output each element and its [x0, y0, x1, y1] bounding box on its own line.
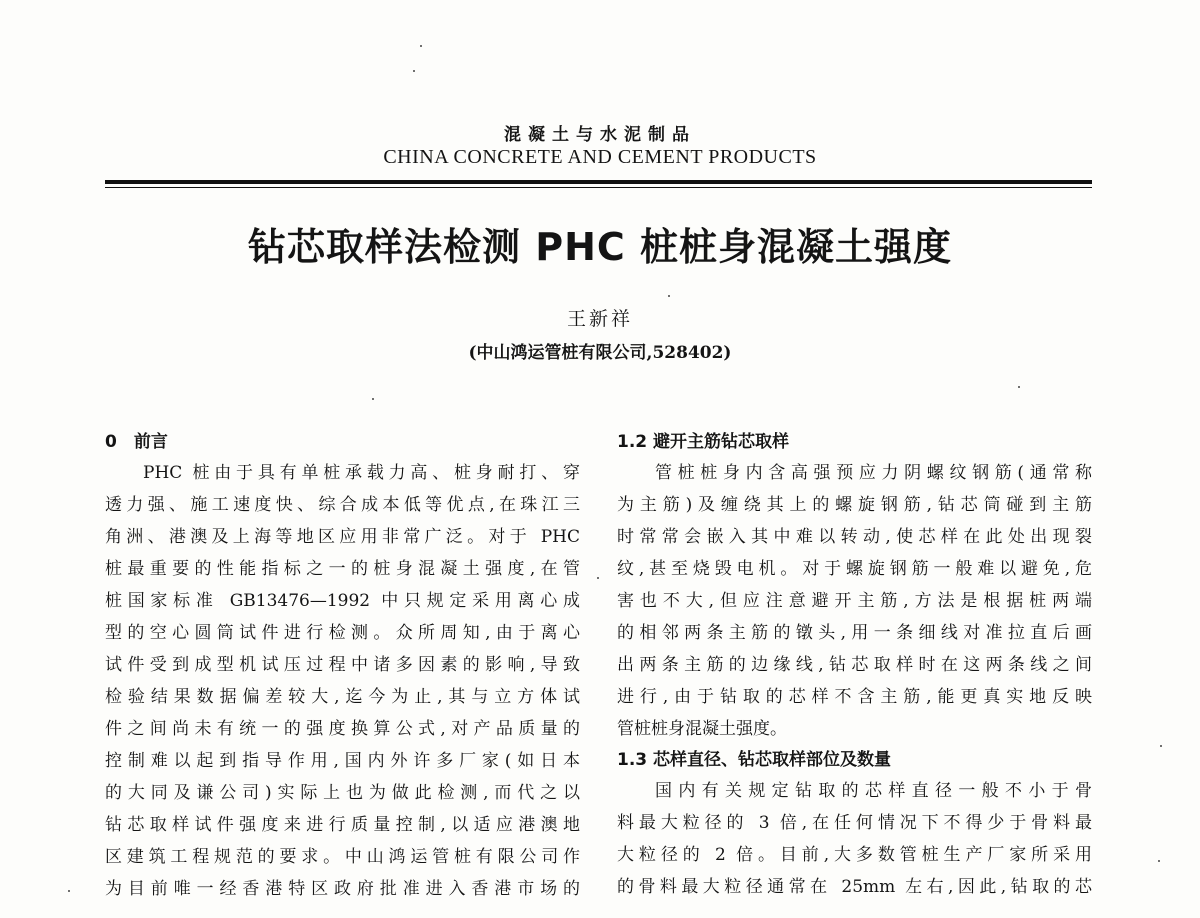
body-line: 为主筋)及缠绕其上的螺旋钢筋,钻芯筒碰到主筋 — [617, 495, 1092, 515]
body-line: 透力强、施工速度快、综合成本低等优点,在珠江三 — [105, 495, 580, 515]
author-affiliation: (中山鸿运管桩有限公司,528402) — [468, 343, 732, 363]
left-column — [105, 427, 580, 905]
journal-title-chinese: 混凝土与水泥制品 — [504, 125, 696, 145]
body-line: 的骨料最大粒径通常在 25mm 左右,因此,钻取的芯 — [617, 877, 1092, 897]
body-line: 纹,甚至烧毁电机。对于螺旋钢筋一般难以避免,危 — [617, 559, 1092, 579]
body-line: 区建筑工程规范的要求。中山鸿运管桩有限公司作 — [105, 847, 580, 867]
journal-title-english: CHINA CONCRETE AND CEMENT PRODUCTS — [383, 146, 817, 168]
body-line: 试件受到成型机试压过程中诸多因素的影响,导致 — [105, 655, 580, 675]
body-line: 害也不大,但应注意避开主筋,方法是根据桩两端 — [617, 591, 1092, 611]
scan-speck — [1158, 860, 1160, 862]
body-line: 的相邻两条主筋的镦头,用一条细线对准拉直后画 — [617, 623, 1092, 643]
body-line: 检验结果数据偏差较大,迄今为止,其与立方体试 — [105, 687, 580, 707]
body-line: 管桩桩身混凝土强度。 — [617, 719, 787, 739]
section-heading-preface: 0 前言 — [105, 432, 168, 452]
header-rule-thick — [105, 180, 1092, 184]
body-line: 大粒径的 2 倍。目前,大多数管桩生产厂家所采用 — [617, 845, 1092, 865]
section-heading-1-3: 1.3 芯样直径、钻芯取样部位及数量 — [617, 750, 892, 770]
body-line: 角洲、港澳及上海等地区应用非常广泛。对于 PHC — [105, 527, 580, 547]
section-heading-1-2: 1.2 避开主筋钻芯取样 — [617, 432, 790, 452]
right-column — [617, 427, 1092, 903]
scan-speck — [413, 70, 415, 72]
scan-speck — [597, 577, 599, 579]
body-line: 料最大粒径的 3 倍,在任何情况下不得少于骨料最 — [617, 813, 1092, 833]
body-line: 时常常会嵌入其中难以转动,使芯样在此处出现裂 — [617, 527, 1092, 547]
body-line: 国内有关规定钻取的芯样直径一般不小于骨 — [655, 781, 1092, 801]
body-line: 桩最重要的性能指标之一的桩身混凝土强度,在管 — [105, 559, 580, 579]
author-name: 王新祥 — [566, 308, 633, 330]
body-line: 的大同及谦公司)实际上也为做此检测,而代之以 — [105, 783, 580, 803]
scan-speck — [668, 295, 670, 297]
header-rule-thin — [105, 187, 1092, 188]
scan-speck — [372, 398, 374, 400]
scan-speck — [68, 890, 70, 892]
article-title: 钻芯取样法检测 PHC 桩桩身混凝土强度 — [247, 225, 952, 269]
scan-speck — [420, 45, 422, 47]
body-line: PHC 桩由于具有单桩承载力高、桩身耐打、穿 — [143, 463, 580, 483]
body-line: 控制难以起到指导作用,国内外许多厂家(如日本 — [105, 751, 580, 771]
body-line: 出两条主筋的边缘线,钻芯取样时在这两条线之间 — [617, 655, 1092, 675]
body-line: 型的空心圆筒试件进行检测。众所周知,由于离心 — [105, 623, 580, 643]
body-line: 为目前唯一经香港特区政府批准进入香港市场的 — [105, 879, 580, 899]
body-line: 钻芯取样试件强度来进行质量控制,以适应港澳地 — [105, 815, 580, 835]
body-line: 管桩桩身内含高强预应力阴螺纹钢筋(通常称 — [655, 463, 1092, 483]
scan-speck — [1160, 745, 1162, 747]
body-line: 件之间尚未有统一的强度换算公式,对产品质量的 — [105, 719, 580, 739]
body-line: 桩国家标准 GB13476—1992 中只规定采用离心成 — [105, 591, 580, 611]
body-line: 进行,由于钻取的芯样不含主筋,能更真实地反映 — [617, 687, 1092, 707]
scan-speck — [1018, 386, 1020, 388]
